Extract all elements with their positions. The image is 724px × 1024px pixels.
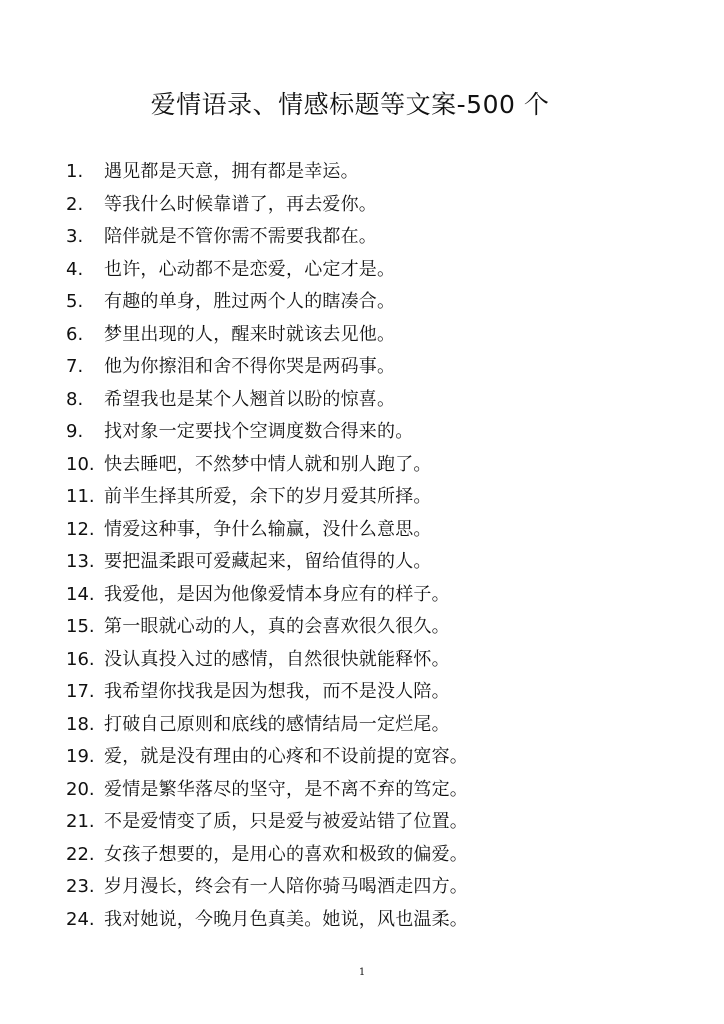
quote-item: [66, 287, 686, 320]
quote-text: 前半生择其所爱，余下的岁月爱其所择。: [104, 486, 432, 507]
quote-text: 遇见都是天意，拥有都是幸运。: [104, 161, 359, 182]
quote-item: [66, 905, 686, 938]
quote-text: 情爱这种事，争什么输赢，没什么意思。: [104, 518, 432, 540]
quote-number: 5.: [66, 291, 84, 312]
quote-text: 希望我也是某个人翘首以盼的惊喜。: [104, 388, 396, 410]
quote-item: [66, 710, 686, 743]
quote-number: 18.: [66, 713, 95, 735]
quote-number: 6.: [66, 323, 84, 345]
quote-item: [66, 612, 686, 645]
quote-number: 19.: [66, 746, 95, 767]
quote-text: 梦里出现的人，醒来时就该去见他。: [104, 323, 396, 345]
quote-number: 4.: [66, 258, 84, 280]
quote-item: [66, 742, 686, 775]
quote-number: 3.: [66, 226, 84, 247]
quote-text: 有趣的单身，胜过两个人的瞎凑合。: [104, 291, 396, 312]
quote-text: 等我什么时候靠谱了，再去爱你。: [104, 193, 377, 215]
quote-item: [66, 775, 686, 808]
quote-number: 21.: [66, 811, 95, 832]
quote-text: 要把温柔跟可爱藏起来，留给值得的人。: [104, 551, 432, 572]
quote-number: 23.: [66, 876, 95, 897]
quote-item: [66, 677, 686, 710]
document-title: 爱情语录、情感标题等文案-500 个: [150, 90, 550, 119]
quote-item: [66, 352, 686, 385]
quote-number: 20.: [66, 778, 95, 800]
quote-list: [66, 157, 686, 937]
quote-number: 14.: [66, 583, 95, 605]
quote-number: 17.: [66, 681, 95, 702]
page-number: 1: [358, 967, 366, 978]
quote-text: 陪伴就是不管你需不需要我都在。: [104, 226, 377, 247]
quote-text: 他为你擦泪和舍不得你哭是两码事。: [104, 356, 396, 377]
quote-item: [66, 515, 686, 548]
quote-number: 12.: [66, 518, 95, 540]
quote-text: 没认真投入过的感情，自然很快就能释怀。: [104, 648, 450, 670]
quote-text: 快去睡吧，不然梦中情人就和别人跑了。: [104, 453, 432, 475]
quote-item: [66, 450, 686, 483]
quote-item: [66, 417, 686, 450]
quote-number: 2.: [66, 193, 84, 215]
quote-item: [66, 807, 686, 840]
quote-item: [66, 482, 686, 515]
quote-text: 我希望你找我是因为想我，而不是没人陪。: [104, 681, 450, 702]
quote-item: [66, 385, 686, 418]
quote-number: 15.: [66, 616, 95, 637]
quote-number: 22.: [66, 843, 95, 865]
quote-item: [66, 645, 686, 678]
quote-number: 11.: [66, 486, 95, 507]
quote-text: 第一眼就心动的人，真的会喜欢很久很久。: [104, 616, 450, 637]
quote-item: [66, 190, 686, 223]
quote-text: 岁月漫长，终会有一人陪你骑马喝酒走四方。: [104, 876, 468, 897]
quote-item: [66, 872, 686, 905]
quote-item: [66, 580, 686, 613]
quote-text: 爱情是繁华落尽的坚守，是不离不弃的笃定。: [104, 778, 468, 800]
quote-item: [66, 255, 686, 288]
quote-item: [66, 547, 686, 580]
quote-item: [66, 157, 686, 190]
quote-number: 8.: [66, 388, 84, 410]
quote-text: 我爱他，是因为他像爱情本身应有的样子。: [104, 583, 450, 605]
quote-text: 爱，就是没有理由的心疼和不设前提的宽容。: [104, 746, 468, 767]
quote-text: 不是爱情变了质，只是爱与被爱站错了位置。: [104, 811, 468, 832]
quote-item: [66, 840, 686, 873]
quote-number: 9.: [66, 421, 84, 442]
quote-number: 16.: [66, 648, 95, 670]
quote-text: 打破自己原则和底线的感情结局一定烂尾。: [104, 713, 450, 735]
quote-text: 我对她说，今晚月色真美。她说，风也温柔。: [104, 908, 468, 930]
quote-item: [66, 222, 686, 255]
quote-text: 女孩子想要的，是用心的喜欢和极致的偏爱。: [104, 843, 468, 865]
quote-number: 13.: [66, 551, 95, 572]
quote-item: [66, 320, 686, 353]
quote-number: 10.: [66, 453, 95, 475]
quote-text: 也许，心动都不是恋爱，心定才是。: [104, 258, 396, 280]
quote-text: 找对象一定要找个空调度数合得来的。: [104, 421, 414, 442]
quote-number: 24.: [66, 908, 95, 930]
quote-number: 7.: [66, 356, 84, 377]
quote-number: 1.: [66, 161, 84, 182]
